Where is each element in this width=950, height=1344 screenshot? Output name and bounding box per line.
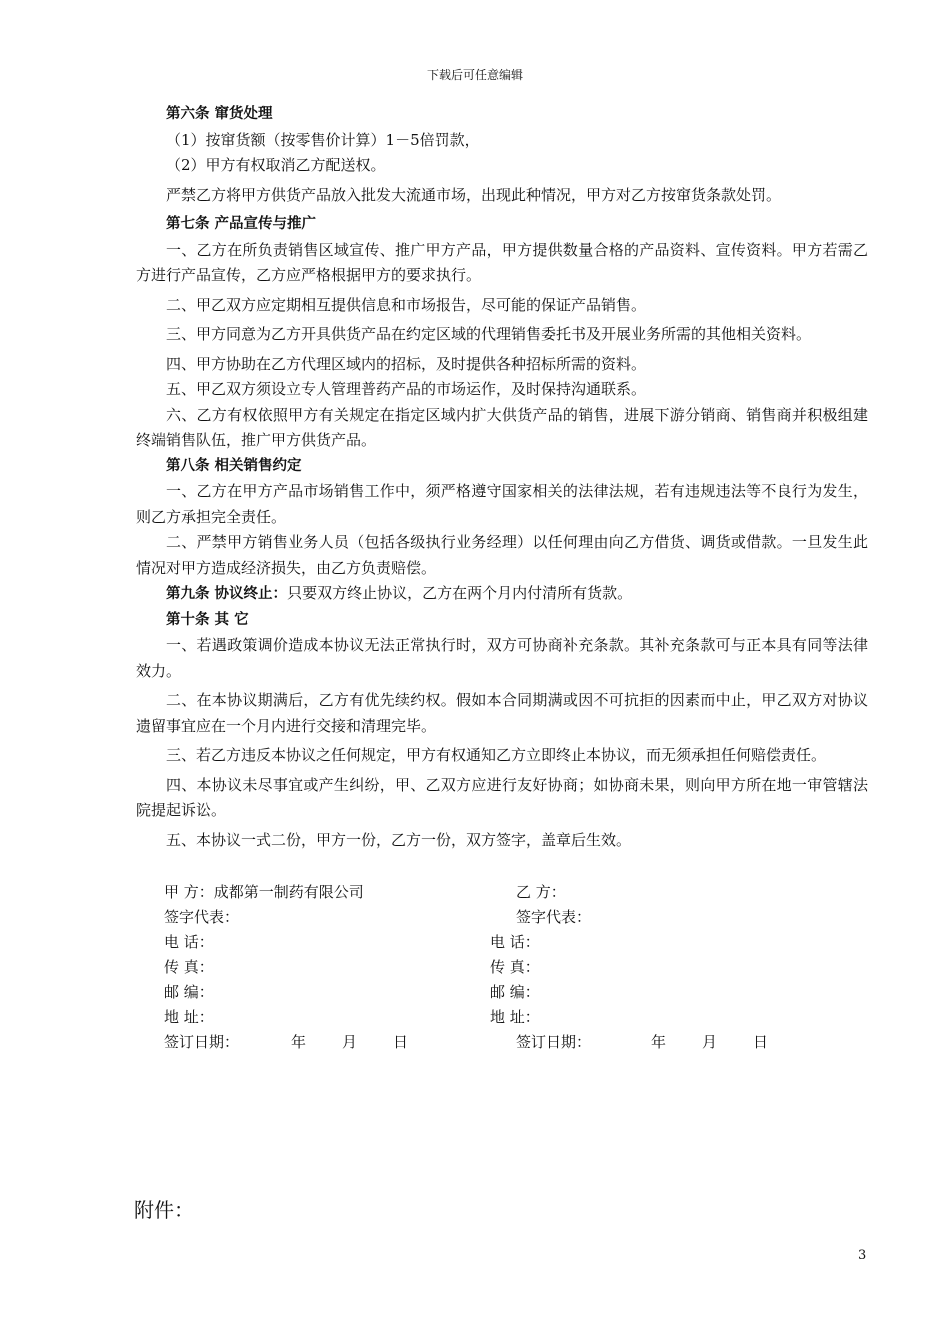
- article-10-clause-2: 二、在本协议期满后，乙方有优先续约权。假如本合同期满或因不可抗拒的因素而中止，甲乙双方对协议遗留事宜应在一个月内进行交接和清理完毕。: [136, 691, 868, 735]
- party-a-representative: 签字代表：: [164, 908, 240, 926]
- article-8-clause-2: 二、严禁甲方销售业务人员（包括各级执行业务经理）以任何理由向乙方借货、调货或借款。一旦发生此情况对甲方造成经济损失，由乙方负责赔偿。: [136, 533, 868, 577]
- signature-block: [164, 880, 844, 1055]
- article-6-title: 第六条 窜货处理: [166, 106, 273, 122]
- article-10-title: 第十条 其 它: [166, 611, 249, 628]
- article-10-clause-1: 一、若遇政策调价造成本协议无法正常执行时，双方可协商补充条款。其补充条款可与正本具有同等法律效力。: [136, 636, 868, 680]
- article-6-note: 严禁乙方将甲方供货产品放入批发大流通市场，出现此种情况，甲方对乙方按窜货条款处罚。: [166, 185, 782, 204]
- article-10-clause-5: 五、本协议一式二份，甲方一份，乙方一份，双方签字，盖章后生效。: [166, 830, 632, 849]
- article-9-title: 第九条 协议终止：: [166, 586, 288, 602]
- party-b-zip: 邮 编：: [490, 983, 540, 1001]
- article-7-title: 第七条 产品宣传与推广: [166, 216, 317, 232]
- party-a-zip: 邮 编：: [164, 983, 214, 1001]
- party-b-fax: 传 真：: [490, 958, 540, 976]
- party-a-phone: 电 话：: [164, 933, 214, 951]
- article-8-title: 第八条 相关销售约定: [166, 457, 302, 474]
- appendix-heading: 附件：: [134, 1198, 194, 1222]
- month-label: 月: [342, 1033, 358, 1051]
- contract-body: [136, 102, 868, 853]
- article-8-clause-1: 一、乙方在甲方产品市场销售工作中，须严格遵守国家相关的法律法规，若有违规违法等不良行为发生，则乙方承担完全责任。: [136, 482, 868, 526]
- party-a-fax: 传 真：: [164, 958, 214, 976]
- year-label: 年: [291, 1033, 307, 1051]
- article-9-text: 只要双方终止协议，乙方在两个月内付清所有货款。: [287, 584, 633, 602]
- sign-date-label: 签订日期：: [516, 1033, 592, 1051]
- article-6-item-2: （2）甲方有权取消乙方配送权。: [166, 156, 386, 174]
- party-b-name: 乙 方：: [516, 883, 566, 901]
- year-label: 年: [651, 1033, 667, 1051]
- day-label: 日: [753, 1033, 769, 1051]
- page-header: 下载后可任意编辑: [426, 68, 523, 82]
- party-a-name: 甲 方：成都第一制药有限公司: [164, 883, 364, 901]
- party-a-address: 地 址：: [164, 1008, 214, 1026]
- party-a-sign-date: [164, 1030, 408, 1055]
- article-7-clause-5: 五、甲乙双方须设立专人管理普药产品的市场运作，及时保持沟通联系。: [166, 380, 647, 398]
- party-b-phone: 电 话：: [490, 933, 540, 951]
- page-number: 3: [858, 1248, 867, 1263]
- article-7-clause-4: 四、甲方协助在乙方代理区域内的招标，及时提供各种招标所需的资料。: [166, 354, 647, 373]
- day-label: 日: [393, 1033, 409, 1051]
- month-label: 月: [702, 1033, 718, 1051]
- article-7-clause-1: 一、乙方在所负责销售区域宣传、推广甲方产品，甲方提供数量合格的产品资料、宣传资料。甲方若需乙方进行产品宣传，乙方应严格根据甲方的要求执行。: [136, 240, 868, 284]
- party-b-address: 地 址：: [490, 1008, 540, 1026]
- party-b-representative: 签字代表：: [516, 908, 592, 926]
- article-7-clause-2: 二、甲乙双方应定期相互提供信息和市场报告，尽可能的保证产品销售。: [166, 295, 647, 314]
- sign-date-label: 签订日期：: [164, 1033, 240, 1051]
- article-10-clause-4: 四、本协议未尽事宜或产生纠纷，甲、乙双方应进行友好协商；如协商未果，则向甲方所在地一审管辖法院提起诉讼。: [136, 775, 868, 819]
- party-b-sign-date: [516, 1030, 768, 1055]
- article-9: [136, 581, 868, 608]
- article-6-item-1: （1）按窜货额（按零售价计算）1－5倍罚款，: [166, 130, 480, 149]
- article-7-clause-3: 三、甲方同意为乙方开具供货产品在约定区域的代理销售委托书及开展业务所需的其他相关资料。: [166, 325, 812, 343]
- article-10-clause-3: 三、若乙方违反本协议之任何规定，甲方有权通知乙方立即终止本协议，而无须承担任何赔偿责任。: [166, 746, 827, 764]
- article-7-clause-6: 六、乙方有权依照甲方有关规定在指定区域内扩大供货产品的销售，进展下游分销商、销售商并积极组建终端销售队伍，推广甲方供货产品。: [136, 405, 868, 449]
